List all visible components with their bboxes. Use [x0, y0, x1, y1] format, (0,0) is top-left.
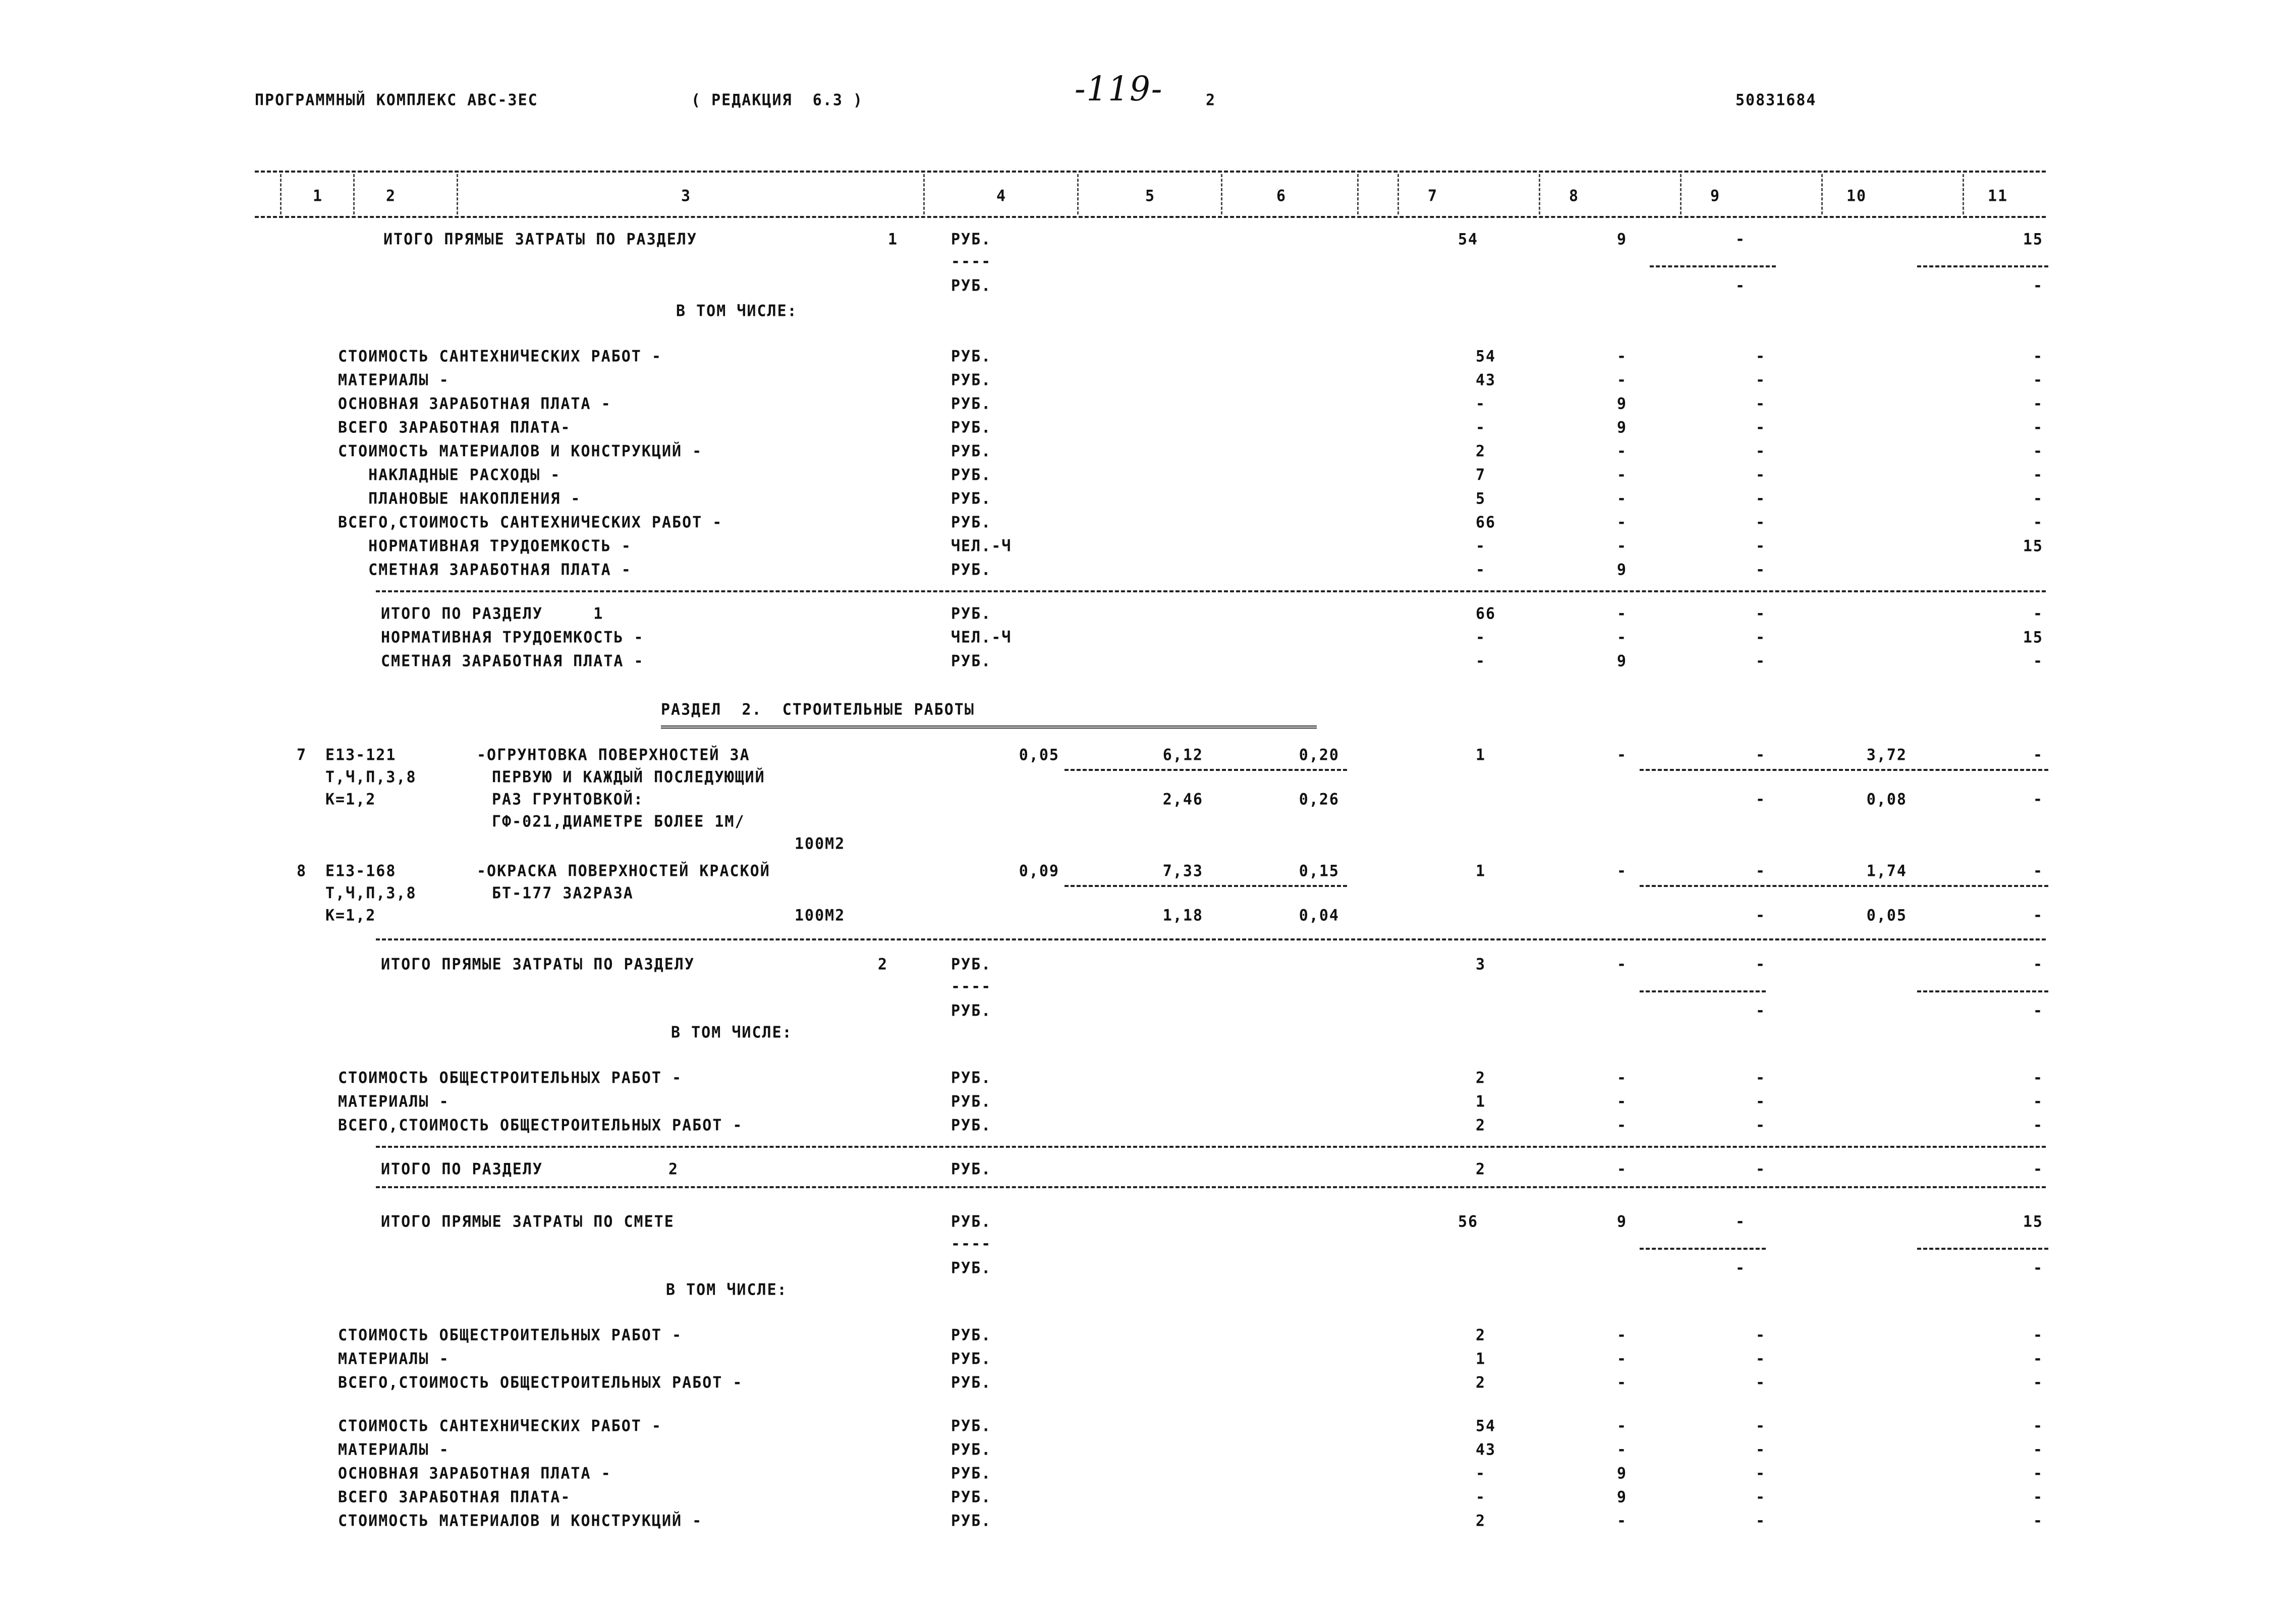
s1-incl-row-6-col11: -	[2033, 489, 2043, 508]
column-separator-10	[1821, 174, 1823, 214]
s1-incl-row-4-col9: -	[1756, 442, 1766, 461]
s1-sum-row-1-unit: ЧЕЛ.-Ч	[951, 628, 1012, 647]
item-8-desc-1: БТ-177 ЗА2РАЗА	[492, 884, 634, 903]
s1-incl-row-4-unit: РУБ.	[951, 442, 992, 461]
s1-incl-row-2-col8: 9	[1617, 395, 1628, 413]
s1-incl-row-4-col7: 2	[1476, 442, 1486, 461]
item-7-col5-wage: 2,46	[1162, 790, 1203, 809]
item-8-col5-wage: 1,18	[1162, 906, 1203, 925]
s2-incl-row-1-label: МАТЕРИАЛЫ -	[338, 1092, 450, 1111]
estimate-incl-b-row-3-label: ВСЕГО ЗАРАБОТНАЯ ПЛАТА-	[338, 1488, 571, 1507]
s1-including-title: В ТОМ ЧИСЛЕ:	[676, 302, 798, 320]
item-8-col11: -	[2033, 862, 2043, 880]
item-7-price-rule	[1065, 769, 1347, 771]
s1-incl-row-9-col8: 9	[1617, 561, 1628, 579]
s2-total-col7: 3	[1476, 955, 1486, 974]
item-8-col6: 0,15	[1299, 862, 1339, 880]
estimate-incl-a-row-1-col7: 1	[1476, 1350, 1486, 1368]
s1-incl-row-7-unit: РУБ.	[951, 513, 992, 532]
s2-incl-row-2-col8: -	[1617, 1116, 1628, 1135]
s1-incl-row-2-col11: -	[2033, 395, 2043, 413]
handwritten-page-number: -119-	[1075, 70, 1163, 109]
column-separator-2	[457, 174, 458, 214]
s1-total-unit-dash: ----	[951, 252, 992, 271]
item-7-col11-wage: -	[2033, 790, 2043, 809]
s2-total-col11-rule	[1917, 990, 2048, 992]
estimate-total-col11: 15	[2023, 1212, 2043, 1231]
estimate-incl-a-row-0-label: СТОИМОСТЬ ОБЩЕСТРОИТЕЛЬНЫХ РАБОТ -	[338, 1326, 683, 1345]
item-8-col9-wage: -	[1756, 906, 1766, 925]
item-7-desc-3: ГФ-021,ДИАМЕТРЕ БОЛЕЕ 1М/	[492, 812, 745, 831]
estimate-incl-b-row-4-col7: 2	[1476, 1512, 1486, 1530]
item-8-col6-wage: 0,04	[1299, 906, 1339, 925]
estimate-incl-b-row-3-col11: -	[2033, 1488, 2043, 1507]
s1-sum-row-1-col9: -	[1756, 628, 1766, 647]
s1-incl-row-8-col11: 15	[2023, 537, 2043, 555]
estimate-incl-b-row-2-label: ОСНОВНАЯ ЗАРАБОТНАЯ ПЛАТА -	[338, 1464, 611, 1483]
item-8-col9: -	[1756, 862, 1766, 880]
estimate-incl-b-row-0-unit: РУБ.	[951, 1417, 992, 1435]
s1-incl-row-7-col9: -	[1756, 513, 1766, 532]
item-8-right-rule	[1640, 885, 2048, 887]
s1-total-unit2: РУБ.	[951, 276, 992, 295]
s1-incl-row-5-col7: 7	[1476, 466, 1486, 484]
s1-incl-row-0-unit: РУБ.	[951, 347, 992, 366]
column-header-7: 7	[1428, 187, 1438, 205]
estimate-incl-b-row-0-col8: -	[1617, 1417, 1628, 1435]
item-8-col4: 0,09	[1019, 862, 1059, 880]
estimate-incl-b-row-3-col7: -	[1476, 1488, 1486, 1507]
estimate-incl-a-row-2-label: ВСЕГО,СТОИМОСТЬ ОБЩЕСТРОИТЕЛЬНЫХ РАБОТ -	[338, 1373, 743, 1392]
s2-incl-row-0-label: СТОИМОСТЬ ОБЩЕСТРОИТЕЛЬНЫХ РАБОТ -	[338, 1069, 683, 1087]
column-header-8: 8	[1569, 187, 1580, 205]
estimate-incl-a-row-1-unit: РУБ.	[951, 1350, 992, 1368]
estimate-incl-a-row-2-col7: 2	[1476, 1373, 1486, 1392]
column-header-5: 5	[1145, 187, 1156, 205]
estimate-incl-b-row-3-col9: -	[1756, 1488, 1766, 1507]
s2-incl-row-1-unit: РУБ.	[951, 1092, 992, 1111]
item-8-col5: 7,33	[1162, 862, 1203, 880]
s1-incl-row-0-col11: -	[2033, 347, 2043, 366]
s1-sum-row-1-col8: -	[1617, 628, 1628, 647]
estimate-incl-b-row-4-col9: -	[1756, 1512, 1766, 1530]
item-7-desc-2: РАЗ ГРУНТОВКОЙ:	[492, 790, 644, 809]
s2-sum-col7: 2	[1476, 1160, 1486, 1179]
s1-incl-row-9-label: СМЕТНАЯ ЗАРАБОТНАЯ ПЛАТА -	[338, 561, 632, 579]
item-7-measure: 100М2	[795, 835, 846, 853]
estimate-incl-b-row-2-col8: 9	[1617, 1464, 1628, 1483]
s1-incl-row-1-unit: РУБ.	[951, 371, 992, 390]
s1-sum-row-2-label: СМЕТНАЯ ЗАРАБОТНАЯ ПЛАТА -	[381, 652, 644, 671]
s1-incl-row-0-col8: -	[1617, 347, 1628, 366]
estimate-incl-a-row-1-label: МАТЕРИАЛЫ -	[338, 1350, 450, 1368]
s1-incl-row-9-col7: -	[1476, 561, 1486, 579]
s1-incl-row-2-label: ОСНОВНАЯ ЗАРАБОТНАЯ ПЛАТА -	[338, 395, 611, 413]
s1-incl-row-6-col7: 5	[1476, 489, 1486, 508]
column-header-6: 6	[1276, 187, 1287, 205]
s2-title-underline	[661, 726, 1317, 729]
item-7-col7: 1	[1476, 746, 1486, 764]
s2-incl-row-0-col7: 2	[1476, 1069, 1486, 1087]
estimate-incl-b-row-2-unit: РУБ.	[951, 1464, 992, 1483]
estimate-incl-b-row-4-unit: РУБ.	[951, 1512, 992, 1530]
s2-incl-row-0-col9: -	[1756, 1069, 1766, 1087]
s1-incl-row-4-col8: -	[1617, 442, 1628, 461]
estimate-incl-b-row-1-col7: 43	[1476, 1440, 1496, 1459]
item-7-col10-wage: 0,08	[1866, 790, 1907, 809]
column-header-4: 4	[996, 187, 1007, 205]
estimate-incl-b-row-1-col8: -	[1617, 1440, 1628, 1459]
item-8-number: 8	[297, 862, 307, 880]
s1-sum-row-0-unit: РУБ.	[951, 604, 992, 623]
item-7-code: Е13-121	[325, 746, 397, 764]
s1-total-section: 1	[888, 230, 899, 249]
s2-total-label: ИТОГО ПРЯМЫЕ ЗАТРАТЫ ПО РАЗДЕЛУ	[381, 955, 695, 974]
estimate-incl-b-row-1-col11: -	[2033, 1440, 2043, 1459]
estimate-incl-b-row-3-unit: РУБ.	[951, 1488, 992, 1507]
estimate-total-col11-rule	[1917, 1248, 2048, 1250]
item-7-code2: Т,Ч,П,3,8	[325, 768, 417, 787]
estimate-incl-a-row-1-col9: -	[1756, 1350, 1766, 1368]
edition-label: ( РЕДАКЦИЯ 6.3 )	[691, 91, 864, 109]
item-7-col9: -	[1756, 746, 1766, 764]
estimate-total-col9-2: -	[1735, 1259, 1746, 1277]
estimate-incl-a-row-2-col9: -	[1756, 1373, 1766, 1392]
s1-sum-row-0-col8: -	[1617, 604, 1628, 623]
s1-incl-row-3-unit: РУБ.	[951, 418, 992, 437]
s1-incl-row-9-unit: РУБ.	[951, 561, 992, 579]
s1-total-col7: 54	[1458, 230, 1479, 249]
s2-sum-unit: РУБ.	[951, 1160, 992, 1179]
header-bottom-rule	[255, 216, 2046, 218]
s1-incl-rule	[376, 590, 2046, 592]
s1-total-col9-rule	[1650, 265, 1776, 267]
estimate-incl-b-row-4-label: СТОИМОСТЬ МАТЕРИАЛОВ И КОНСТРУКЦИЙ -	[338, 1512, 703, 1530]
s1-incl-row-6-col9: -	[1756, 489, 1766, 508]
item-8-desc-0: -ОКРАСКА ПОВЕРХНОСТЕЙ КРАСКОЙ	[477, 862, 770, 880]
s2-incl-row-0-col8: -	[1617, 1069, 1628, 1087]
s2-total-col8: -	[1617, 955, 1628, 974]
s1-incl-row-8-label: НОРМАТИВНАЯ ТРУДОЕМКОСТЬ -	[338, 537, 632, 555]
document-code: 50831684	[1735, 91, 1817, 109]
s1-incl-row-1-col9: -	[1756, 371, 1766, 390]
s2-total-col9-2: -	[1756, 1002, 1766, 1020]
s2-incl-row-1-col11: -	[2033, 1092, 2043, 1111]
s1-total-col11: 15	[2023, 230, 2043, 249]
item-8-code: Е13-168	[325, 862, 397, 880]
s1-incl-row-3-col9: -	[1756, 418, 1766, 437]
s1-sum-row-0-col11: -	[2033, 604, 2043, 623]
s2-sum-section: 2	[668, 1160, 679, 1179]
s2-sum-col8: -	[1617, 1160, 1628, 1179]
s1-sum-row-2-col9: -	[1756, 652, 1766, 671]
estimate-total-label: ИТОГО ПРЯМЫЕ ЗАТРАТЫ ПО СМЕТЕ	[381, 1212, 675, 1231]
estimate-incl-a-row-2-col8: -	[1617, 1373, 1628, 1392]
estimate-total-col7: 56	[1458, 1212, 1479, 1231]
estimate-including-title: В ТОМ ЧИСЛЕ:	[666, 1281, 788, 1299]
column-separator-3	[923, 174, 925, 214]
s1-incl-row-1-col11: -	[2033, 371, 2043, 390]
s1-incl-row-8-col8: -	[1617, 537, 1628, 555]
s1-sum-row-2-col11: -	[2033, 652, 2043, 671]
item-7-col11: -	[2033, 746, 2043, 764]
estimate-incl-a-row-2-col11: -	[2033, 1373, 2043, 1392]
s1-sum-row-2-col7: -	[1476, 652, 1486, 671]
item-7-col8: -	[1617, 746, 1628, 764]
estimate-total-col8: 9	[1617, 1212, 1628, 1231]
s1-sum-row-1-col11: 15	[2023, 628, 2043, 647]
estimate-incl-a-row-1-col11: -	[2033, 1350, 2043, 1368]
s1-incl-row-0-col7: 54	[1476, 347, 1496, 366]
estimate-incl-a-row-0-col8: -	[1617, 1326, 1628, 1345]
header-top-rule	[255, 171, 2046, 173]
item-7-col4: 0,05	[1019, 746, 1059, 764]
s1-sum-row-0-col9: -	[1756, 604, 1766, 623]
s1-incl-row-3-label: ВСЕГО ЗАРАБОТНАЯ ПЛАТА-	[338, 418, 571, 437]
s1-incl-row-2-unit: РУБ.	[951, 395, 992, 413]
estimate-total-unit: РУБ.	[951, 1212, 992, 1231]
s1-incl-row-5-col8: -	[1617, 466, 1628, 484]
item-7-coefficient: К=1,2	[325, 790, 376, 809]
item-7-col10: 3,72	[1866, 746, 1907, 764]
s1-incl-row-1-col7: 43	[1476, 371, 1496, 390]
s1-incl-row-6-col8: -	[1617, 489, 1628, 508]
s2-total-col11-2: -	[2033, 1002, 2043, 1020]
s1-incl-row-7-col7: 66	[1476, 513, 1496, 532]
s2-sum-col9: -	[1756, 1160, 1766, 1179]
s1-incl-row-5-unit: РУБ.	[951, 466, 992, 484]
item-8-price-rule	[1065, 885, 1347, 887]
item-8-coefficient: К=1,2	[325, 906, 376, 925]
item-8-measure: 100М2	[795, 906, 846, 925]
estimate-incl-a-row-0-col9: -	[1756, 1326, 1766, 1345]
s1-total-col8: 9	[1617, 230, 1628, 249]
s2-total-col9-rule	[1640, 990, 1766, 992]
s1-sum-row-2-col8: 9	[1617, 652, 1628, 671]
column-separator-7	[1397, 174, 1399, 214]
estimate-incl-b-row-2-col9: -	[1756, 1464, 1766, 1483]
column-separator-1	[353, 174, 355, 214]
s2-incl-row-2-unit: РУБ.	[951, 1116, 992, 1135]
s1-incl-row-1-label: МАТЕРИАЛЫ -	[338, 371, 450, 390]
estimate-incl-a-row-0-col11: -	[2033, 1326, 2043, 1345]
s1-incl-row-2-col7: -	[1476, 395, 1486, 413]
s1-incl-row-7-col11: -	[2033, 513, 2043, 532]
s1-incl-row-3-col11: -	[2033, 418, 2043, 437]
item-7-col6-wage: 0,26	[1299, 790, 1339, 809]
estimate-incl-b-row-0-col11: -	[2033, 1417, 2043, 1435]
s1-incl-row-3-col8: 9	[1617, 418, 1628, 437]
s2-sum-col11: -	[2033, 1160, 2043, 1179]
s2-items-rule	[376, 938, 2046, 940]
estimate-incl-b-row-4-col8: -	[1617, 1512, 1628, 1530]
s1-incl-row-8-unit: ЧЕЛ.-Ч	[951, 537, 1012, 555]
s2-total-col9: -	[1756, 955, 1766, 974]
s1-incl-row-4-label: СТОИМОСТЬ МАТЕРИАЛОВ И КОНСТРУКЦИЙ -	[338, 442, 703, 461]
s2-total-section: 2	[878, 955, 888, 974]
s1-sum-row-0-label: ИТОГО ПО РАЗДЕЛУ 1	[381, 604, 604, 623]
page-number: 2	[1206, 91, 1216, 109]
s2-including-title: В ТОМ ЧИСЛЕ:	[671, 1023, 793, 1042]
s1-incl-row-6-unit: РУБ.	[951, 489, 992, 508]
item-7-desc-1: ПЕРВУЮ И КАЖДЫЙ ПОСЛЕДУЮЩИЙ	[492, 768, 765, 787]
item-7-desc-0: -ОГРУНТОВКА ПОВЕРХНОСТЕЙ ЗА	[477, 746, 750, 764]
s2-incl-row-1-col7: 1	[1476, 1092, 1486, 1111]
s2-sum-rule	[376, 1186, 2046, 1188]
column-header-3: 3	[681, 187, 692, 205]
column-header-11: 11	[1988, 187, 2008, 205]
s1-incl-row-0-col9: -	[1756, 347, 1766, 366]
s1-incl-row-7-col8: -	[1617, 513, 1628, 532]
item-8-code2: Т,Ч,П,3,8	[325, 884, 417, 903]
estimate-incl-b-row-0-col7: 54	[1476, 1417, 1496, 1435]
s1-incl-row-0-label: СТОИМОСТЬ САНТЕХНИЧЕСКИХ РАБОТ -	[338, 347, 662, 366]
s2-total-unit2: РУБ.	[951, 1002, 992, 1020]
estimate-total-col9-rule	[1640, 1248, 1766, 1250]
estimate-incl-b-row-3-col8: 9	[1617, 1488, 1628, 1507]
column-separator-11	[1963, 174, 1964, 214]
s2-total-unit-dash: ----	[951, 977, 992, 996]
estimate-incl-b-row-4-col11: -	[2033, 1512, 2043, 1530]
s1-total-col11-2: -	[2033, 276, 2043, 295]
s1-incl-row-5-label: НАКЛАДНЫЕ РАСХОДЫ -	[338, 466, 561, 484]
item-7-number: 7	[297, 746, 307, 764]
s1-incl-row-2-col9: -	[1756, 395, 1766, 413]
estimate-total-unit2: РУБ.	[951, 1259, 992, 1277]
s1-total-label: ИТОГО ПРЯМЫЕ ЗАТРАТЫ ПО РАЗДЕЛУ	[383, 230, 697, 249]
s2-incl-row-2-col11: -	[2033, 1116, 2043, 1135]
item-8-col10-wage: 0,05	[1866, 906, 1907, 925]
s1-incl-row-7-label: ВСЕГО,СТОИМОСТЬ САНТЕХНИЧЕСКИХ РАБОТ -	[338, 513, 723, 532]
s2-total-unit: РУБ.	[951, 955, 992, 974]
column-separator-8	[1539, 174, 1540, 214]
s2-incl-row-2-col9: -	[1756, 1116, 1766, 1135]
s1-incl-row-1-col8: -	[1617, 371, 1628, 390]
s1-incl-row-8-col7: -	[1476, 537, 1486, 555]
column-separator-0	[280, 174, 282, 214]
s2-incl-rule	[376, 1146, 2046, 1148]
estimate-incl-b-row-1-col9: -	[1756, 1440, 1766, 1459]
program-name: ПРОГРАММНЫЙ КОМПЛЕКС АВС-ЗЕС	[255, 91, 538, 109]
item-8-col10: 1,74	[1866, 862, 1907, 880]
column-separator-6	[1357, 174, 1359, 214]
column-header-10: 10	[1846, 187, 1867, 205]
column-header-9: 9	[1710, 187, 1721, 205]
item-7-col9-wage: -	[1756, 790, 1766, 809]
estimate-incl-b-row-2-col7: -	[1476, 1464, 1486, 1483]
s1-sum-row-1-label: НОРМАТИВНАЯ ТРУДОЕМКОСТЬ -	[381, 628, 644, 647]
estimate-incl-a-row-1-col8: -	[1617, 1350, 1628, 1368]
estimate-incl-b-row-1-unit: РУБ.	[951, 1440, 992, 1459]
s1-incl-row-8-col9: -	[1756, 537, 1766, 555]
s1-sum-row-1-col7: -	[1476, 628, 1486, 647]
s2-incl-row-0-col11: -	[2033, 1069, 2043, 1087]
estimate-total-col9: -	[1735, 1212, 1746, 1231]
estimate-incl-a-row-0-col7: 2	[1476, 1326, 1486, 1345]
s1-incl-row-4-col11: -	[2033, 442, 2043, 461]
item-8-col11-wage: -	[2033, 906, 2043, 925]
estimate-total-unit-dash: ----	[951, 1235, 992, 1253]
column-separator-4	[1077, 174, 1079, 214]
estimate-incl-a-row-2-unit: РУБ.	[951, 1373, 992, 1392]
item-8-col7: 1	[1476, 862, 1486, 880]
s2-total-col11: -	[2033, 955, 2043, 974]
s1-incl-row-9-col9: -	[1756, 561, 1766, 579]
column-separator-5	[1221, 174, 1222, 214]
estimate-incl-b-row-0-col9: -	[1756, 1417, 1766, 1435]
s1-sum-row-2-unit: РУБ.	[951, 652, 992, 671]
estimate-total-col11-2: -	[2033, 1259, 2043, 1277]
column-header-1: 1	[313, 187, 323, 205]
s1-total-col9-2: -	[1735, 276, 1746, 295]
s1-incl-row-5-col11: -	[2033, 466, 2043, 484]
s2-incl-row-2-col7: 2	[1476, 1116, 1486, 1135]
s2-incl-row-1-col8: -	[1617, 1092, 1628, 1111]
s1-incl-row-3-col7: -	[1476, 418, 1486, 437]
s2-sum-label: ИТОГО ПО РАЗДЕЛУ	[381, 1160, 543, 1179]
s2-incl-row-1-col9: -	[1756, 1092, 1766, 1111]
s1-incl-row-6-label: ПЛАНОВЫЕ НАКОПЛЕНИЯ -	[338, 489, 581, 508]
estimate-incl-a-row-0-unit: РУБ.	[951, 1326, 992, 1345]
s1-total-col11-rule	[1917, 265, 2048, 267]
s1-sum-row-0-col7: 66	[1476, 604, 1496, 623]
item-7-right-rule	[1640, 769, 2048, 771]
s2-incl-row-2-label: ВСЕГО,СТОИМОСТЬ ОБЩЕСТРОИТЕЛЬНЫХ РАБОТ -	[338, 1116, 743, 1135]
item-7-col6: 0,20	[1299, 746, 1339, 764]
s2-incl-row-0-unit: РУБ.	[951, 1069, 992, 1087]
estimate-incl-b-row-2-col11: -	[2033, 1464, 2043, 1483]
estimate-incl-b-row-1-label: МАТЕРИАЛЫ -	[338, 1440, 450, 1459]
s2-title: РАЗДЕЛ 2. СТРОИТЕЛЬНЫЕ РАБОТЫ	[661, 700, 975, 719]
s1-incl-row-5-col9: -	[1756, 466, 1766, 484]
item-8-col8: -	[1617, 862, 1628, 880]
column-header-2: 2	[386, 187, 397, 205]
estimate-incl-b-row-0-label: СТОИМОСТЬ САНТЕХНИЧЕСКИХ РАБОТ -	[338, 1417, 662, 1435]
column-separator-9	[1680, 174, 1682, 214]
s1-total-col9: -	[1735, 230, 1746, 249]
item-7-col5: 6,12	[1162, 746, 1203, 764]
s1-total-unit: РУБ.	[951, 230, 992, 249]
